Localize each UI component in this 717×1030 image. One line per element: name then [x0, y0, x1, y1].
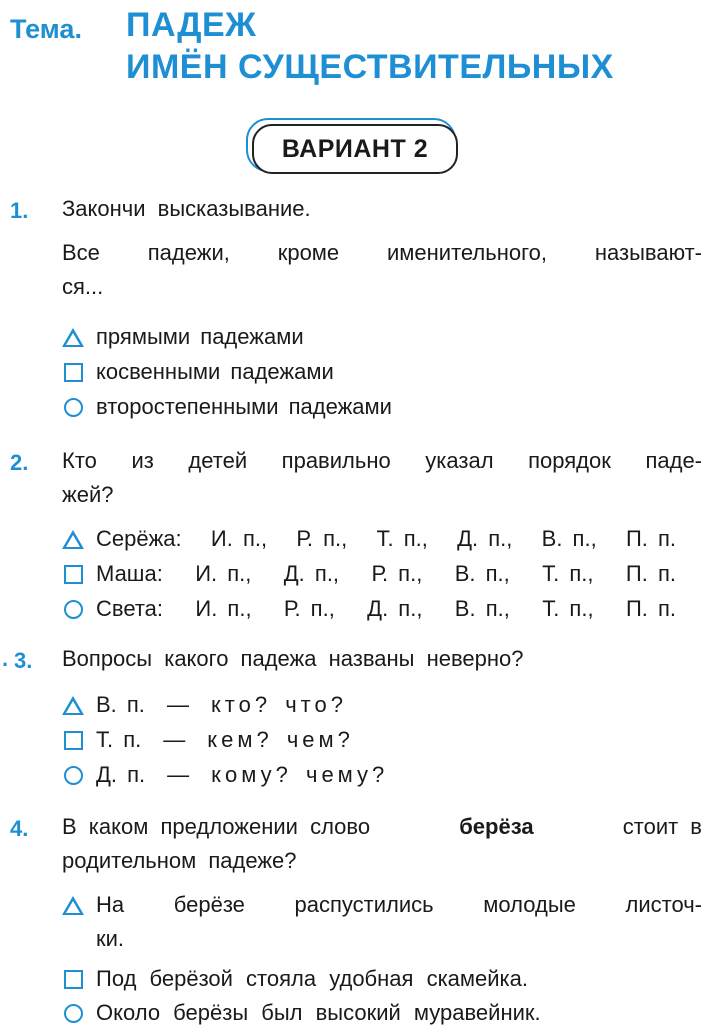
question-prompt: Закончи высказывание.: [62, 196, 311, 221]
topic-title-line-2: ИМЁН СУЩЕСТВИТЕЛЬНЫХ: [126, 48, 614, 86]
square-icon: [62, 968, 84, 990]
case-questions: кем? чем?: [207, 727, 354, 752]
topic-title-line-1: ПАДЕЖ: [126, 6, 257, 44]
case-abbr: В. п.: [96, 692, 145, 717]
case-abbr: Р. п.,: [283, 596, 335, 621]
case-abbr: П. п.: [625, 526, 676, 551]
case-abbr: И. п.,: [210, 526, 268, 551]
question-statement-line-1: Все падежи, кроме именительного, называют-: [62, 240, 702, 265]
answer-text: косвенными падежами: [96, 359, 334, 384]
case-abbr: В. п.,: [454, 596, 510, 621]
case-abbr: П. п.: [625, 596, 676, 621]
question-prompt-line-1: [62, 810, 702, 844]
answer-option-square[interactable]: [62, 355, 334, 389]
circle-icon: [62, 396, 84, 418]
answer-option-square[interactable]: [62, 723, 354, 757]
variant-badge: [246, 118, 458, 174]
case-abbr: Д. п.,: [283, 561, 340, 586]
circle-icon: [62, 598, 84, 620]
case-abbr: Д. п.,: [457, 526, 513, 551]
triangle-icon: [62, 326, 84, 348]
square-icon: [62, 563, 84, 585]
prompt-part: стоит в: [622, 814, 702, 839]
answer-text: [96, 596, 676, 622]
case-abbr: В. п.,: [541, 526, 597, 551]
answer-text: Около берёзы был высокий муравейник.: [96, 1000, 541, 1025]
case-abbr: И. п.,: [195, 596, 252, 621]
answer-option-square[interactable]: [62, 557, 676, 591]
answer-text: Под берёзой стояла удобная скамейка.: [96, 966, 529, 991]
case-abbr: Р. п.,: [296, 526, 348, 551]
question-prompt-line-2: родительном падеже?: [62, 848, 297, 873]
question-prompt-line-1: Кто из детей правильно указал порядок паде-: [62, 448, 702, 473]
answer-option-triangle[interactable]: [62, 888, 702, 922]
answer-option-circle[interactable]: [62, 390, 392, 424]
question-marker-dot: ·: [2, 652, 10, 677]
case-abbr: Д. п.: [96, 762, 146, 787]
dash: —: [163, 727, 186, 752]
triangle-icon: [62, 894, 84, 916]
case-questions: кто? что?: [210, 692, 347, 717]
square-icon: [62, 729, 84, 751]
question-number: 1.: [10, 198, 29, 223]
square-icon: [62, 361, 84, 383]
case-abbr: И. п.,: [195, 561, 252, 586]
answer-text: [96, 526, 676, 552]
answer-text-line-1: На берёзе распустились молодые листоч-: [96, 892, 702, 917]
highlighted-word: берёза: [459, 814, 534, 839]
answer-text: второстепенными падежами: [96, 394, 392, 419]
answer-text: прямыми падежами: [96, 324, 304, 349]
answer-text: [96, 561, 676, 587]
question-number: 4.: [10, 816, 29, 841]
case-questions: кому? чему?: [211, 762, 389, 787]
answer-option-triangle[interactable]: [62, 522, 676, 556]
triangle-icon: [62, 694, 84, 716]
question-prompt: Вопросы какого падежа названы неверно?: [62, 646, 524, 671]
answer-option-circle[interactable]: [62, 996, 541, 1030]
variant-label: ВАРИАНТ 2: [252, 124, 458, 174]
answer-option-triangle[interactable]: [62, 320, 304, 354]
child-name: Света:: [96, 596, 164, 621]
triangle-icon: [62, 528, 84, 550]
case-abbr: Д. п.,: [367, 596, 423, 621]
case-abbr: Т. п.,: [376, 526, 428, 551]
case-abbr: Т. п.,: [542, 561, 594, 586]
circle-icon: [62, 1002, 84, 1024]
case-abbr: В. п.,: [454, 561, 510, 586]
answer-option-circle[interactable]: [62, 592, 676, 626]
case-abbr: Т. п.: [96, 727, 142, 752]
case-abbr: Т. п.,: [542, 596, 594, 621]
dash: —: [166, 692, 189, 717]
child-name: Маша:: [96, 561, 163, 586]
answer-option-circle[interactable]: [62, 758, 388, 792]
circle-icon: [62, 764, 84, 786]
dash: —: [167, 762, 190, 787]
answer-option-triangle[interactable]: [62, 688, 347, 722]
child-name: Серёжа:: [96, 526, 182, 551]
question-number: 3.: [14, 648, 33, 673]
case-abbr: П. п.: [625, 561, 676, 586]
question-prompt-line-2: жей?: [62, 482, 114, 507]
topic-label: Тема.: [10, 14, 82, 44]
question-number: 2.: [10, 450, 29, 475]
answer-option-square[interactable]: [62, 962, 528, 996]
case-abbr: Р. п.,: [371, 561, 423, 586]
prompt-part: В каком предложении слово: [62, 814, 371, 839]
question-statement-line-2: ся...: [62, 274, 104, 299]
answer-text-line-2: ки.: [96, 926, 125, 951]
